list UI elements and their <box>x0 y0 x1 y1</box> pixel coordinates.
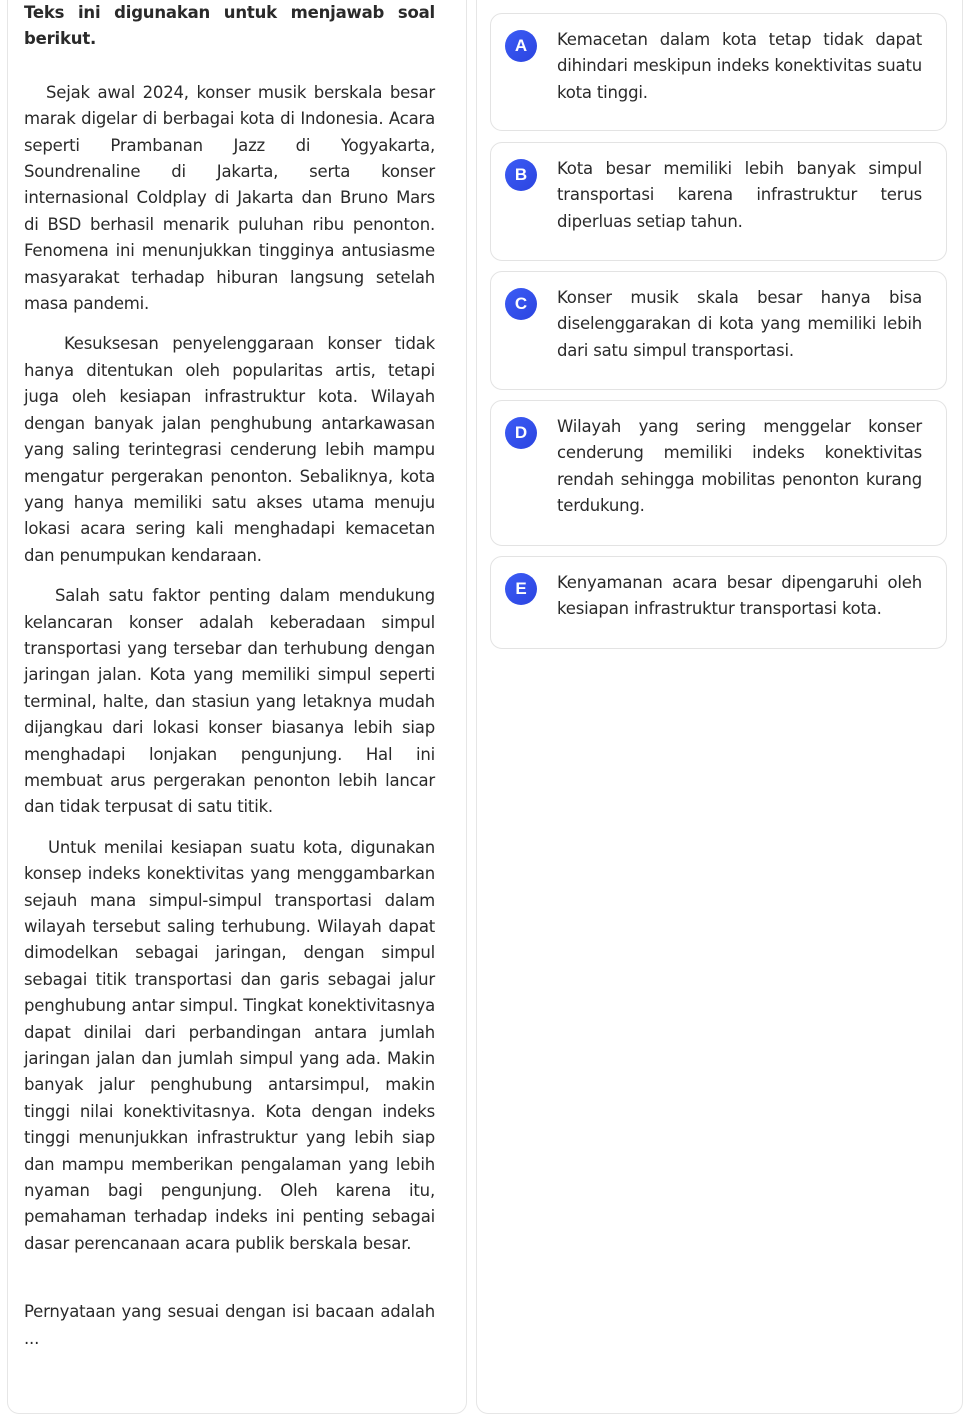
option-letter-badge: C <box>505 288 537 320</box>
option-text: Kemacetan dalam kota tetap tidak dapat dihindari meskipun indeks konektivitas suatu kota tinggi. <box>557 30 922 102</box>
reading-passage <box>24 0 435 1366</box>
passage-paragraph-1: Sejak awal 2024, konser musik berskala besar marak digelar di berbagai kota di Indonesia. Acara seperti Prambanan Jazz di Yogyakarta, Soundrenaline di Jakarta, serta konser internasional Coldplay di Jakarta dan Bruno Mars di BSD berhasil menarik puluhan ribu penonton. Fenomena ini menunjukkan tingginya antusiasme masyarakat terhadap hiburan langsung setelah masa pandemi. <box>24 82 435 314</box>
answer-option-b[interactable] <box>490 142 947 261</box>
passage-paragraph-4: Untuk menilai kesiapan suatu kota, digunakan konsep indeks konektivitas yang menggambarkan sejauh mana simpul-simpul transportasi dalam wilayah tersebut saling terhubung. Wilayah dapat dimodelkan sebagai jaringan, dengan simpul sebagai titik transportasi dan garis sebagai jalur penghubung antar simpul. Tingkat konektivitasnya dapat dinilai dari perbandingan antara jumlah jaringan jalan dan jumlah simpul yang ada. Makin banyak jalur penghubung antarsimpul, makin tinggi nilai konektivitasnya. Kota dengan indeks tinggi menunjukkan infrastruktur yang lebih siap dan mampu memberikan pengalaman yang lebih nyaman bagi pengunjung. Oleh karena itu, pemahaman terhadap indeks ini penting sebagai dasar perencanaan acara publik berskala besar. <box>24 837 435 1253</box>
passage-paragraph-3: Salah satu faktor penting dalam mendukung kelancaran konser adalah keberadaan simpul transportasi yang tersebar dan terhubung dengan jaringan jalan. Kota yang memiliki simpul seperti terminal, halte, dan stasiun yang letaknya mudah dijangkau dari lokasi konser biasanya lebih siap menghadapi lonjakan pengunjung. Hal ini membuat arus pergerakan penonton lebih lancar dan tidak terpusat di satu titik. <box>24 586 435 817</box>
question-prompt: Pernyataan yang sesuai dengan isi bacaan adalah ... <box>24 1302 435 1348</box>
passage-heading: Teks ini digunakan untuk menjawab soal berikut. <box>24 3 435 49</box>
answer-option-d[interactable] <box>490 400 947 546</box>
option-text: Kenyamanan acara besar dipengaruhi oleh kesiapan infrastruktur transportasi kota. <box>557 573 922 619</box>
answer-option-c[interactable] <box>490 271 947 390</box>
option-letter-badge: B <box>505 159 537 191</box>
option-letter-badge: E <box>505 573 537 605</box>
passage-paragraph-2: Kesuksesan penyelenggaraan konser tidak hanya ditentukan oleh popularitas artis, tetapi juga oleh kesiapan infrastruktur kota. Wilayah dengan banyak jalan penghubung antarkawasan yang saling terintegrasi cenderung lebih mampu mengatur pergerakan penonton. Sebaliknya, kota yang hanya memiliki satu akses utama menuju lokasi acara sering kali menghadapi kemacetan dan penumpukan kendaraan. <box>24 334 435 565</box>
option-text: Konser musik skala besar hanya bisa diselenggarakan di kota yang memiliki lebih dari satu simpul transportasi. <box>557 288 922 360</box>
option-letter-badge: D <box>505 417 537 449</box>
answer-option-e[interactable] <box>490 556 947 649</box>
option-letter-badge: A <box>505 30 537 62</box>
option-text: Kota besar memiliki lebih banyak simpul transportasi karena infrastruktur terus diperluas setiap tahun. <box>557 159 922 231</box>
option-text: Wilayah yang sering menggelar konser cenderung memiliki indeks konektivitas rendah sehingga mobilitas penonton kurang terdukung. <box>557 417 922 516</box>
answer-option-a[interactable] <box>490 13 947 131</box>
